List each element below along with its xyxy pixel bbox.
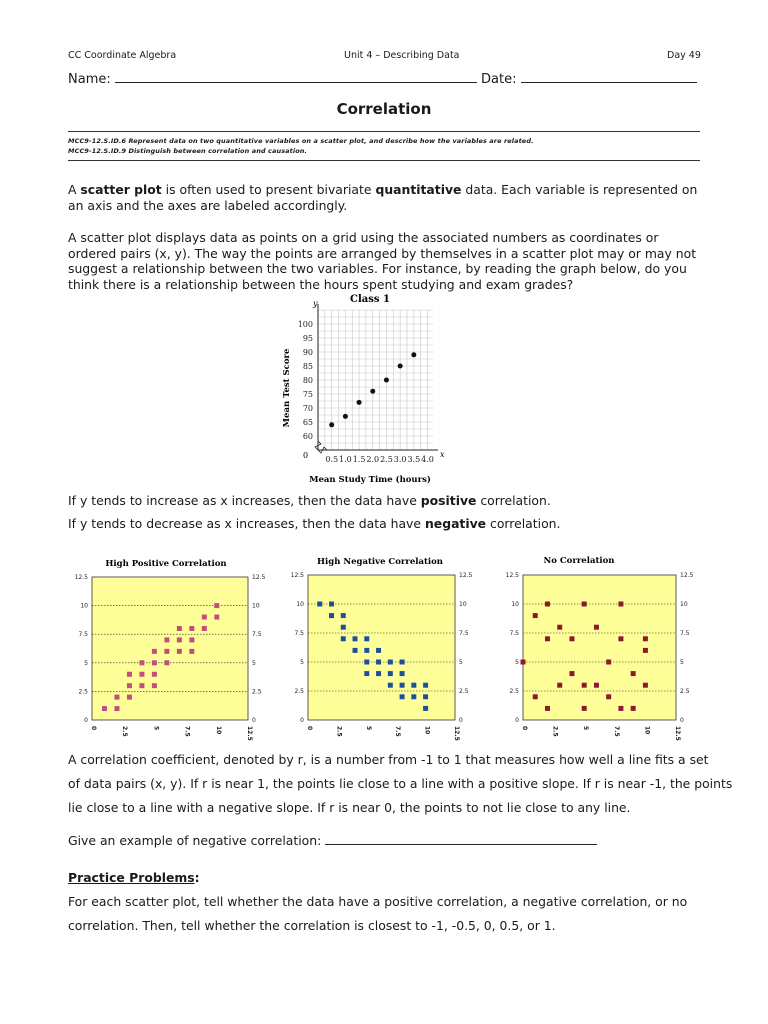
data-point (643, 683, 648, 688)
practice-instructions: correlation. Then, tell whether the correlation is closest to -1, -0.5, 0, 0.5, or 1. (68, 918, 556, 933)
data-point (152, 672, 157, 677)
class1-scatter-chart (270, 290, 450, 486)
data-point (376, 660, 381, 665)
data-point (127, 695, 132, 700)
data-point (569, 636, 574, 641)
name-field[interactable] (115, 70, 477, 83)
data-point (423, 706, 428, 711)
y2-tick-label: 10 (459, 601, 467, 608)
data-point (533, 694, 538, 699)
data-point (202, 626, 207, 631)
x-tick-label: 12.5 (453, 726, 460, 741)
y-tick-label: 65 (302, 418, 313, 427)
high-negative-chart (280, 550, 502, 750)
example-prompt (68, 832, 597, 848)
y2-tick-label: 0 (252, 717, 256, 724)
x-tick-labels (325, 455, 434, 464)
data-point (618, 706, 623, 711)
high-positive-chart (56, 550, 278, 750)
data-point (376, 648, 381, 653)
data-point (177, 649, 182, 654)
y-tick-label: 12.5 (505, 572, 519, 579)
data-point (329, 613, 334, 618)
y-tick-label: 75 (302, 390, 313, 399)
data-point (164, 637, 169, 642)
data-point (643, 636, 648, 641)
y-tick-label: 5 (300, 659, 304, 666)
chart-title: No Correlation (543, 556, 615, 566)
data-point (317, 602, 322, 607)
term-positive: positive (420, 493, 477, 508)
standard-line: MCC9-12.S.ID.6 Represent data on two quantitative variables on a scatter plot, and describe how the variables are related. (68, 137, 534, 145)
data-point (139, 683, 144, 688)
data-point (189, 637, 194, 642)
course-title: CC Coordinate Algebra (68, 50, 177, 61)
divider (68, 131, 700, 132)
y-tick-label: 60 (302, 432, 313, 441)
x-tick-label: 5 (582, 726, 590, 731)
data-point (631, 706, 636, 711)
data-point (114, 695, 119, 700)
data-point (411, 683, 416, 688)
data-point (411, 352, 416, 357)
y2-tick-label: 7.5 (680, 630, 690, 637)
data-point (364, 636, 369, 641)
coefficient-line: A correlation coefficient, denoted by r, is a number from -1 to 1 that measures how well a line fits a set (68, 752, 709, 767)
y2-tick-label: 12.5 (252, 574, 266, 581)
data-point (370, 389, 375, 394)
y2-tick-label: 2.5 (680, 688, 690, 695)
y2-tick-label: 5 (680, 659, 684, 666)
y-tick-label: 0 (84, 717, 88, 724)
x-tick-label: 5 (152, 726, 160, 731)
data-point (102, 706, 107, 711)
data-point (388, 671, 393, 676)
y-tick-label: 7.5 (78, 631, 88, 639)
x-tick-label: 4.0 (421, 455, 434, 464)
data-point (353, 648, 358, 653)
y-tick-label: 5 (84, 659, 88, 667)
data-point (643, 648, 648, 653)
y-tick-label: 2.5 (294, 688, 304, 695)
data-point (557, 683, 562, 688)
x-axis-label: Mean Study Time (hours) (309, 475, 431, 485)
data-point (152, 660, 157, 665)
data-point (364, 671, 369, 676)
chart-body (75, 574, 266, 741)
chart-title: Class 1 (350, 294, 390, 305)
data-point (364, 648, 369, 653)
data-point (400, 660, 405, 665)
date-label: Date: (481, 72, 517, 87)
example-answer-field[interactable] (325, 832, 597, 845)
x-tick-label: 7.5 (183, 726, 191, 737)
x-tick-label: 12.5 (246, 726, 253, 741)
data-point (582, 602, 587, 607)
y2-tick-label: 0 (680, 717, 684, 724)
y-tick-label: 80 (302, 376, 313, 385)
data-point (189, 626, 194, 631)
y-tick-label: 12.5 (74, 574, 88, 581)
data-point (582, 706, 587, 711)
data-point (411, 694, 416, 699)
data-point (400, 671, 405, 676)
data-point (423, 683, 428, 688)
y2-tick-label: 10 (252, 602, 260, 610)
y-tick-label: 10 (296, 601, 304, 608)
x-tick-label: 0 (90, 726, 97, 731)
y-tick-label: 85 (302, 362, 313, 371)
y-tick-label: 5 (515, 659, 519, 666)
data-point (398, 364, 403, 369)
data-point (606, 694, 611, 699)
data-point (139, 660, 144, 665)
chart-body (291, 572, 473, 741)
chart-body (506, 572, 694, 741)
no-correlation-chart (504, 550, 726, 750)
data-point (189, 649, 194, 654)
x-tick-label: 2.5 (380, 455, 393, 464)
y2-tick-label: 12.5 (459, 572, 473, 579)
data-point (569, 671, 574, 676)
x-tick-label: 2.0 (366, 455, 380, 464)
data-point (177, 626, 182, 631)
positive-definition: If y tends to increase as x increases, then the data have positive correlation. (68, 493, 551, 508)
data-point (164, 649, 169, 654)
y-tick-label: 7.5 (294, 630, 304, 637)
data-point (400, 683, 405, 688)
x-tick-label: 3.5 (407, 455, 421, 464)
y-tick-label: 100 (297, 320, 313, 329)
x-tick-label: 2.5 (335, 726, 343, 737)
y-tick-labels (298, 320, 313, 441)
y-tick-label: 95 (302, 334, 313, 343)
x-tick-label: 10 (423, 726, 431, 735)
y2-tick-label: 12.5 (680, 572, 694, 579)
origin-label: 0 (303, 451, 309, 460)
data-point (353, 636, 358, 641)
data-point (388, 660, 393, 665)
data-point (114, 706, 119, 711)
data-point (545, 636, 550, 641)
term-quantitative: quantitative (375, 182, 462, 197)
data-point (202, 615, 207, 620)
page-title: Correlation (336, 100, 432, 118)
x-tick-label: 1.5 (352, 455, 366, 464)
y-tick-label: 2.5 (509, 688, 519, 695)
data-point (177, 637, 182, 642)
y-tick-label: 10 (80, 602, 88, 610)
x-axis-letter: x (440, 450, 445, 459)
data-point (594, 683, 599, 688)
data-point (594, 625, 599, 630)
x-tick-label: 0 (521, 726, 528, 731)
y-tick-label: 2.5 (78, 688, 88, 696)
negative-definition: If y tends to decrease as x increases, then the data have negative correlation. (68, 516, 561, 531)
data-point (214, 615, 219, 620)
y-tick-label: 7.5 (509, 630, 519, 637)
x-tick-label: 12.5 (674, 726, 681, 741)
y2-tick-label: 2.5 (459, 688, 469, 695)
data-point (521, 660, 526, 665)
data-point (557, 625, 562, 630)
y-tick-label: 90 (302, 348, 313, 357)
y-tick-label: 70 (302, 404, 313, 413)
data-point (582, 683, 587, 688)
data-point (533, 613, 538, 618)
chart-title: High Positive Correlation (105, 559, 227, 569)
data-point (631, 671, 636, 676)
x-tick-label: 10 (643, 726, 651, 735)
data-point (329, 422, 334, 427)
coefficient-line: lie close to a line with a negative slope. If r is near 0, the points to not lie close to any line. (68, 800, 631, 815)
example-label: Give an example of negative correlation: (68, 833, 322, 848)
explanation-paragraph: A scatter plot displays data as points on a grid using the associated numbers as coordinates or ordered pairs (x, y). The way the points are arranged by themselves in a scatter plot may or may not suggest a relationship between the two variables. For instance, by reading the graph below, do you think there is a relationship between the hours spent studying and exam grades? (68, 230, 697, 292)
y2-tick-label: 0 (459, 717, 463, 724)
data-point (329, 602, 334, 607)
x-tick-label: 5 (364, 726, 372, 731)
y2-tick-label: 5 (459, 659, 463, 666)
x-tick-label: 0.5 (325, 455, 339, 464)
practice-heading: Practice Problems: (68, 870, 200, 885)
x-tick-label: 7.5 (394, 726, 402, 737)
name-date-row (68, 70, 708, 87)
unit-title: Unit 4 – Describing Data (344, 50, 460, 61)
data-point (341, 613, 346, 618)
data-point (400, 694, 405, 699)
y2-tick-label: 5 (252, 659, 256, 667)
intro-paragraph: A scatter plot is often used to present bivariate quantitative data. Each variable is represented on an axis and the axes are labeled accordingly. (68, 182, 698, 213)
x-tick-label: 2.5 (121, 726, 129, 737)
name-label: Name: (68, 72, 111, 87)
x-tick-label: 2.5 (551, 726, 559, 737)
chart-grid (315, 304, 438, 453)
day-label: Day 49 (667, 50, 701, 61)
chart-title: High Negative Correlation (317, 557, 443, 567)
y2-tick-label: 10 (680, 601, 688, 608)
data-point (139, 672, 144, 677)
data-point (152, 683, 157, 688)
coefficient-line: of data pairs (x, y). If r is near 1, the points lie close to a line with a positive slope. If r is near -1, the points (68, 776, 733, 791)
data-point (384, 378, 389, 383)
x-tick-label: 3.0 (393, 455, 407, 464)
data-point (127, 683, 132, 688)
data-point (214, 603, 219, 608)
data-point (364, 660, 369, 665)
y-axis-label: Mean Test Score (282, 348, 292, 428)
x-tick-label: 10 (214, 726, 222, 735)
term-negative: negative (424, 516, 487, 531)
y2-tick-label: 7.5 (252, 631, 262, 639)
data-point (343, 414, 348, 419)
data-point (618, 602, 623, 607)
x-tick-label: 7.5 (612, 726, 620, 737)
data-point (376, 671, 381, 676)
plot-area (308, 575, 455, 720)
data-point (127, 672, 132, 677)
data-point (618, 636, 623, 641)
data-point (152, 649, 157, 654)
data-point (341, 625, 346, 630)
data-point (545, 602, 550, 607)
data-point (388, 683, 393, 688)
y-axis-letter: y (313, 299, 318, 308)
data-point (545, 706, 550, 711)
divider (68, 160, 700, 161)
y-tick-label: 10 (511, 601, 519, 608)
x-tick-label: 1.0 (339, 455, 352, 464)
y-tick-label: 0 (515, 717, 519, 724)
standard-line: MCC9-12.S.ID.9 Distinguish between correlation and causation. (68, 147, 308, 155)
term-scatter-plot: scatter plot (80, 182, 162, 197)
practice-instructions: For each scatter plot, tell whether the data have a positive correlation, a negative correlation, or no (68, 894, 688, 909)
y-tick-label: 12.5 (290, 572, 304, 579)
y2-tick-label: 2.5 (252, 688, 262, 696)
data-point (357, 400, 362, 405)
plot-area (523, 575, 676, 720)
date-field[interactable] (521, 70, 697, 83)
y2-tick-label: 7.5 (459, 630, 469, 637)
y-tick-label: 0 (300, 717, 304, 724)
data-point (341, 636, 346, 641)
data-point (423, 694, 428, 699)
x-tick-label: 0 (306, 726, 313, 731)
data-point (164, 660, 169, 665)
data-point (606, 660, 611, 665)
